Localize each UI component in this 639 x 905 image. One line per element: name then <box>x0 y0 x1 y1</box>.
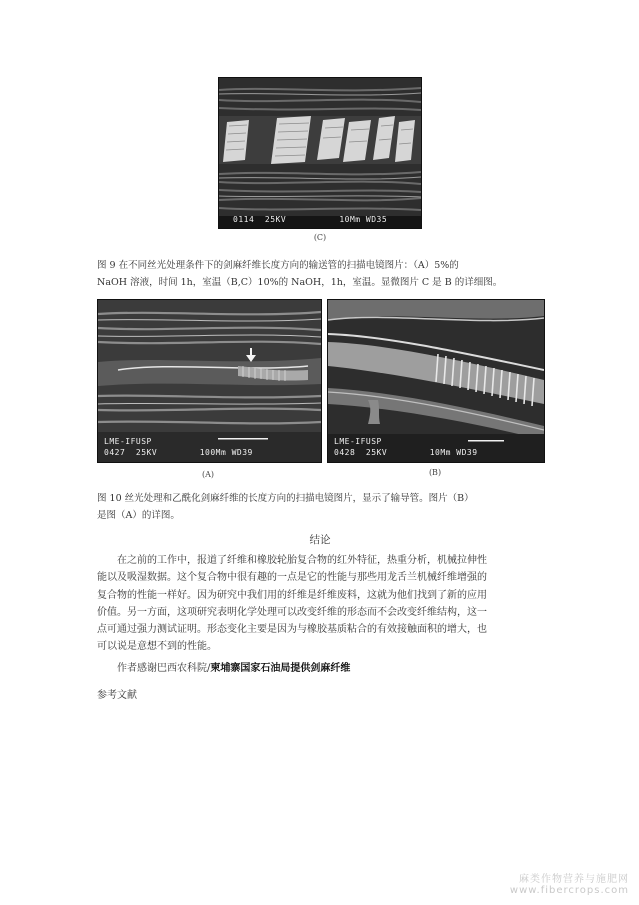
references-heading: 参考文献 <box>97 690 137 701</box>
acknowledgement-bold: 柬埔寨国家石油局提供剑麻纤维 <box>210 663 351 674</box>
sem-micrograph-c <box>218 77 422 229</box>
watermark-line-2: www.fibercrops.com <box>509 885 629 896</box>
micrograph-c-texture <box>219 78 421 228</box>
conclusion-line-4: 价值。另一方面，这项研究表明化学处理可以改变纤维的形态而不会改变纤维结构，这一 <box>97 606 487 618</box>
acknowledgement <box>117 659 350 674</box>
conclusion-line-2: 能以及吸湿数据。这个复合物中很有趣的一点是它的性能与那些用龙舌兰机械纤维增强的 <box>97 572 487 584</box>
conclusion-line-1: 在之前的工作中，报道了纤维和橡胶轮胎复合物的红外特征，热重分析，机械拉伸性 <box>117 555 487 566</box>
figure-10-caption-line-1: 图 10 丝光处理和乙酰化剑麻纤维的长度方向的扫描电镜图片，显示了输导管。图片（B） <box>97 493 474 504</box>
conclusion-line-5: 点可通过强力测试证明。形态变化主要是因为与橡胶基质粘合的有效接触面积的增大，也 <box>97 624 487 636</box>
sem-label-10a-line-2: 0427 25KV 100Mm WD39 <box>104 448 253 457</box>
conclusion-line-6: 可以说是意想不到的性能。 <box>97 641 217 653</box>
figure-9-caption-line-1: 图 9 在不同丝光处理条件下的剑麻纤维长度方向的输送管的扫描电镜图片：（A）5%的 <box>97 260 459 271</box>
watermark-line-1: 麻类作物营养与施肥网 <box>519 874 629 885</box>
sem-scale-label-c: 0114 25KV 10Mm WD35 <box>233 215 388 224</box>
figure-10-caption-line-2: 是图（A）的详图。 <box>97 510 180 521</box>
figure-10a-label: (A) <box>201 470 215 479</box>
conclusion-paragraph <box>97 552 487 656</box>
figure-c-label: (C) <box>313 233 327 242</box>
acknowledgement-prefix: 作者感谢巴西农科院/ <box>117 663 211 674</box>
figure-9-caption <box>97 257 502 291</box>
conclusion-heading: 结论 <box>309 534 331 546</box>
figure-10b-label: (B) <box>428 468 442 477</box>
figure-10-caption <box>97 490 474 524</box>
sem-label-10a-line-1: LME-IFUSP <box>104 437 152 446</box>
sem-micrograph-10b <box>327 299 545 463</box>
conclusion-line-3: 复合物的性能一样好。因为研究中我们用的纤维是纤维废料，这就为他们找到了新的应用 <box>97 589 487 601</box>
sem-micrograph-10a <box>97 299 322 463</box>
sem-label-10b-line-1: LME-IFUSP <box>334 437 382 446</box>
sem-label-10b-line-2: 0428 25KV 10Mm WD39 <box>334 448 478 457</box>
figure-9-caption-line-2: NaOH 溶液，时间 1h，室温（B,C）10%的 NaOH，1h，室温。显微图片 C 是 B 的详细图。 <box>97 277 503 288</box>
